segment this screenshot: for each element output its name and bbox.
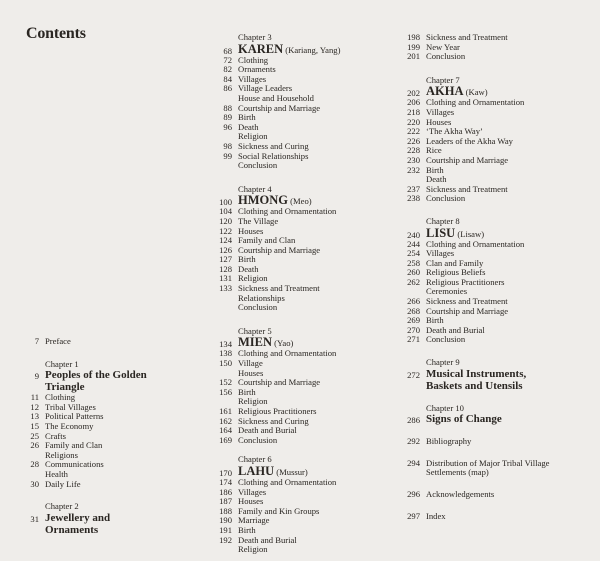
- page-number: 201: [407, 51, 420, 62]
- page-number: 297: [407, 510, 420, 521]
- page-number: 96: [223, 121, 232, 132]
- entry-label: Birth: [426, 315, 444, 326]
- entry-label: House and Household: [238, 92, 314, 103]
- entry-label: Villages: [238, 486, 267, 497]
- page-number: 187: [219, 496, 232, 507]
- toc-entry[interactable]: [407, 106, 596, 118]
- chapter-title: HMONG: [238, 193, 288, 208]
- entry-label: Distribution of Major Tribal Village: [426, 457, 550, 468]
- page-number: 228: [407, 145, 420, 156]
- entry-label: Clothing and Ornamentation: [426, 238, 525, 249]
- page-number: 164: [219, 425, 232, 436]
- entry-label: Birth: [238, 386, 256, 397]
- toc-entry[interactable]: [219, 434, 398, 446]
- chapter-heading-signs[interactable]: [407, 413, 596, 426]
- entry-label: Tribal Villages: [45, 401, 96, 412]
- entry-label: Health: [45, 468, 68, 479]
- chapter-subtitle: (Meo): [288, 196, 312, 207]
- toc-entry[interactable]: [219, 377, 398, 388]
- page-number: 28: [30, 459, 39, 470]
- entry-label: Courtship and Marriage: [426, 305, 509, 316]
- chapter-title: LAHU: [238, 463, 275, 478]
- toc-entry[interactable]: [238, 545, 398, 555]
- page-number: 206: [407, 97, 420, 108]
- entry-label-cont: Settlements (map): [426, 467, 489, 478]
- chapter-title: Peoples of the Golden: [45, 369, 147, 382]
- entry-label: Clothing and Ornamentation: [238, 348, 337, 359]
- chapter-subtitle: (Kaw): [463, 87, 488, 98]
- chapter-label: Chapter 1: [45, 358, 79, 369]
- page-number: 7: [34, 336, 39, 346]
- toc-entry[interactable]: [407, 305, 596, 317]
- chapter-heading-jewellery[interactable]: [30, 511, 185, 524]
- entry-label: Death: [238, 121, 259, 132]
- page-number: 254: [407, 248, 420, 259]
- page-number: 25: [30, 430, 39, 441]
- chapter-heading-cont: Baskets and Utensils: [426, 379, 523, 392]
- entry-label: Clothing: [238, 54, 269, 65]
- page-number: 152: [219, 377, 232, 388]
- chapter-title: AKHA: [426, 84, 464, 99]
- entry-label: Sickness and Treatment: [426, 183, 508, 194]
- entry-label: Clothing and Ornamentation: [426, 97, 525, 108]
- entry-label: Conclusion: [238, 160, 278, 171]
- page-number: 131: [219, 273, 232, 284]
- chapter-label: Chapter 9: [426, 357, 460, 368]
- entry-label: Religious Beliefs: [426, 267, 486, 278]
- entry-label: The Economy: [45, 420, 94, 431]
- page-number: 12: [30, 401, 39, 412]
- toc-entry[interactable]: [223, 112, 398, 123]
- page-number: 9: [34, 371, 39, 382]
- column-middle: [219, 32, 398, 555]
- chapter-subtitle: (Kariang, Yang): [283, 44, 341, 55]
- toc-entry[interactable]: [238, 303, 398, 313]
- chapter-label: Chapter 8: [426, 215, 460, 226]
- entry-label: Clan and Family: [426, 257, 484, 268]
- chapter-subtitle: (Mussur): [274, 466, 308, 477]
- entry-label: Religious Practitioners: [426, 276, 505, 287]
- entry-label: Religion: [238, 131, 268, 142]
- entry-label: Family and Kin Groups: [238, 505, 320, 516]
- page-number: 150: [219, 358, 232, 369]
- page-number: 26: [30, 440, 39, 451]
- page-number: 31: [30, 513, 39, 524]
- entry-label: Relationships: [238, 292, 285, 303]
- chapter-6-continued-items: [407, 32, 596, 62]
- toc-entry[interactable]: [407, 164, 596, 176]
- entry-label: Preface: [45, 336, 71, 346]
- entry-label: Marriage: [238, 515, 270, 526]
- page-number: 15: [30, 420, 39, 431]
- entry-label: ‘The Akha Way’: [426, 126, 483, 137]
- page-number: 188: [219, 505, 232, 516]
- entry-label: Conclusion: [426, 193, 466, 204]
- entry-label: Birth: [238, 112, 256, 123]
- page-number: 68: [223, 45, 232, 56]
- page-number: 170: [219, 467, 232, 478]
- entry-label: Leaders of the Akha Way: [426, 135, 513, 146]
- chapter-title: Jewellery and: [45, 511, 111, 524]
- toc-entry[interactable]: [407, 154, 596, 166]
- toc-entry-preface[interactable]: [34, 336, 185, 347]
- toc-entry[interactable]: [219, 244, 398, 256]
- entry-label: Daily Life: [45, 478, 81, 489]
- entry-label: Courtship and Marriage: [238, 102, 321, 113]
- entry-label: Death and Burial: [238, 425, 297, 436]
- chapter-heading-cont: Triangle: [45, 381, 85, 394]
- entry-label: Death and Burial: [238, 534, 297, 545]
- page-number: 199: [407, 41, 420, 52]
- page-title: Contents: [26, 25, 86, 42]
- page-number: 190: [219, 515, 232, 526]
- entry-label: Conclusion: [426, 51, 466, 62]
- entry-label: Social Relationships: [238, 150, 309, 161]
- chapter-label: Chapter 4: [238, 183, 272, 194]
- page-number: 266: [407, 296, 420, 307]
- entry-label: Sickness and Curing: [238, 140, 309, 151]
- entry-label: Courtship and Marriage: [238, 377, 321, 388]
- chapter-1-items: [30, 392, 185, 489]
- page-number: 222: [407, 126, 420, 137]
- chapter-title: KAREN: [238, 41, 284, 56]
- entry-label: Clothing: [45, 392, 76, 403]
- entry-label: Death: [426, 174, 447, 185]
- page-number: 138: [219, 348, 232, 359]
- chapter-label: Chapter 6: [238, 454, 272, 465]
- toc-entry-index[interactable]: [407, 510, 596, 522]
- page-number: 286: [407, 415, 420, 426]
- entry-label: Courtship and Marriage: [238, 244, 321, 255]
- chapter-6-items: [219, 476, 398, 555]
- entry-label: Birth: [426, 164, 444, 175]
- toc-entry[interactable]: [407, 334, 596, 345]
- page-number: 240: [407, 229, 420, 240]
- entry-label: Sickness and Treatment: [426, 296, 508, 307]
- entry-label: Houses: [426, 116, 452, 127]
- entry-label: Religion: [238, 273, 268, 284]
- chapter-3-items: [223, 54, 398, 171]
- page-number: 156: [219, 386, 232, 397]
- chapter-label: Chapter 10: [426, 402, 464, 413]
- entry-label: Conclusion: [426, 334, 466, 345]
- entry-label: Village: [238, 358, 263, 369]
- page-number: 192: [219, 534, 232, 545]
- page-number: 120: [219, 215, 232, 226]
- entry-label: New Year: [426, 41, 460, 52]
- page-number: 82: [223, 64, 232, 75]
- page-number: 30: [30, 478, 39, 489]
- chapter-subtitle: (Lisaw): [455, 228, 485, 239]
- page-number: 122: [219, 225, 232, 236]
- chapter-7-items: [407, 97, 596, 204]
- entry-label: Sickness and Curing: [238, 415, 309, 426]
- chapter-8-items: [407, 238, 596, 346]
- page-number: 98: [223, 140, 232, 151]
- entry-label: Clothing and Ornamentation: [238, 476, 337, 487]
- page-number: 272: [407, 369, 420, 380]
- entry-label: Acknowledgements: [426, 489, 495, 499]
- page-number: 294: [407, 457, 420, 468]
- toc-entry[interactable]: [407, 135, 596, 147]
- toc-entry[interactable]: [219, 515, 398, 526]
- entry-label: Ornaments: [238, 64, 276, 75]
- page-number: 134: [219, 339, 232, 350]
- entry-label: The Village: [238, 215, 279, 226]
- entry-label: Family and Clan: [45, 440, 103, 451]
- entry-label: Bibliography: [426, 436, 472, 447]
- entry-label: Sickness and Treatment: [426, 32, 508, 42]
- page-number: 162: [219, 415, 232, 426]
- page-number: 230: [407, 154, 420, 165]
- chapter-title: Signs of Change: [426, 413, 502, 426]
- page-number: 232: [407, 164, 420, 175]
- page-number: 186: [219, 486, 232, 497]
- entry-label: Ceremonies: [426, 286, 468, 297]
- page-number: 127: [219, 254, 232, 265]
- page-number: 11: [30, 392, 39, 403]
- entry-label: Conclusion: [238, 302, 278, 313]
- page-number: 86: [223, 83, 232, 94]
- page-number: 161: [219, 406, 232, 416]
- page-number: 226: [407, 135, 420, 146]
- page-number: 270: [407, 324, 420, 335]
- entry-label: Political Patterns: [45, 411, 104, 422]
- page-number: 218: [407, 106, 420, 117]
- entry-label: Houses: [238, 367, 264, 378]
- entry-label: Houses: [238, 496, 264, 507]
- entry-label: Village Leaders: [238, 83, 293, 94]
- chapter-title: Musical Instruments,: [426, 367, 527, 380]
- toc-entry-bibliography[interactable]: [407, 436, 596, 447]
- entry-label: Birth: [238, 524, 256, 535]
- page-number: 268: [407, 305, 420, 316]
- entry-label: Rice: [426, 145, 442, 156]
- page-number: 292: [407, 436, 420, 447]
- page-number: 174: [219, 476, 232, 487]
- column-left: [30, 336, 185, 536]
- chapter-label: Chapter 7: [426, 74, 460, 85]
- page-number: 104: [219, 206, 232, 217]
- page-number: 89: [223, 112, 232, 123]
- page-number: 271: [407, 334, 420, 345]
- entry-label: Sickness and Treatment: [238, 283, 320, 294]
- chapter-subtitle: (Yao): [272, 338, 294, 349]
- chapter-heading-cont: Ornaments: [45, 523, 99, 536]
- toc-entry[interactable]: [407, 193, 596, 204]
- entry-label: Religions: [45, 449, 78, 460]
- entry-label: Villages: [238, 73, 267, 84]
- chapter-title: MIEN: [238, 335, 273, 350]
- entry-label: Religion: [238, 544, 268, 555]
- page-number: 296: [407, 489, 420, 499]
- page-number: 133: [219, 283, 232, 294]
- page-number: 72: [223, 54, 232, 65]
- page-number: 84: [223, 73, 232, 84]
- page-number: 128: [219, 263, 232, 274]
- page-number: 237: [407, 183, 420, 194]
- page-number: 124: [219, 235, 232, 246]
- chapter-5-items: [219, 348, 398, 445]
- page-number: 262: [407, 276, 420, 287]
- page-number: 88: [223, 102, 232, 113]
- page-number: 202: [407, 88, 420, 99]
- toc-entry-acknowledgements[interactable]: [407, 489, 596, 500]
- entry-label: Villages: [426, 106, 455, 117]
- page-number: 169: [219, 434, 232, 445]
- toc-entry[interactable]: [219, 254, 398, 265]
- entry-label: Birth: [238, 254, 256, 265]
- entry-label: Religion: [238, 396, 268, 407]
- chapter-4-items: [219, 206, 398, 313]
- page-number: 260: [407, 267, 420, 278]
- page-number: 220: [407, 116, 420, 127]
- page-number: 244: [407, 238, 420, 249]
- page-number: 198: [407, 32, 420, 42]
- entry-label: Index: [426, 510, 446, 521]
- entry-label: Family and Clan: [238, 235, 296, 246]
- column-right: [407, 32, 596, 521]
- chapter-label: Chapter 3: [238, 32, 272, 42]
- page-number: 100: [219, 197, 232, 208]
- chapter-label: Chapter 2: [45, 501, 79, 512]
- chapter-label: Chapter 5: [238, 325, 272, 336]
- page-number: 269: [407, 315, 420, 326]
- entry-label: Communications: [45, 459, 104, 470]
- entry-label: Crafts: [45, 430, 67, 441]
- toc-entry[interactable]: [223, 102, 398, 114]
- page-number: 13: [30, 411, 39, 422]
- entry-label: Courtship and Marriage: [426, 154, 509, 165]
- entry-label: Clothing and Ornamentation: [238, 206, 337, 217]
- page-number: 238: [407, 193, 420, 204]
- page-number: 126: [219, 244, 232, 255]
- entry-label: Villages: [426, 248, 455, 259]
- chapter-heading-musical[interactable]: [407, 367, 596, 380]
- page-number: 191: [219, 524, 232, 535]
- entry-label: Death: [238, 263, 259, 274]
- entry-label: Conclusion: [238, 434, 278, 445]
- chapter-heading-peoples[interactable]: [34, 369, 185, 382]
- entry-label: Religious Practitioners: [238, 406, 317, 416]
- entry-label: Houses: [238, 225, 264, 236]
- entry-label: Death and Burial: [426, 324, 485, 335]
- page-number: 258: [407, 257, 420, 268]
- toc-entry[interactable]: [238, 161, 398, 171]
- toc-entry[interactable]: [407, 51, 596, 62]
- page-number: 99: [223, 150, 232, 161]
- toc-entry[interactable]: [30, 478, 185, 490]
- chapter-title: LISU: [426, 225, 456, 240]
